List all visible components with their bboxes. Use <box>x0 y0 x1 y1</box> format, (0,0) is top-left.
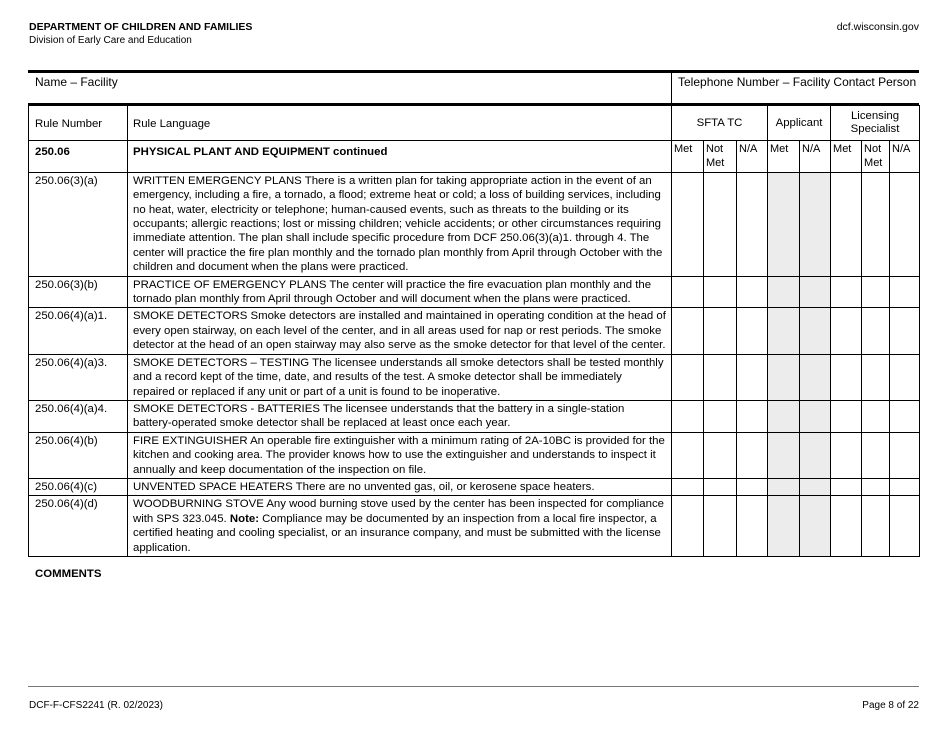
applicant-na-label: N/A <box>800 141 831 173</box>
checkbox-cell[interactable] <box>704 308 737 354</box>
website-link[interactable]: dcf.wisconsin.gov <box>836 21 919 33</box>
rule-number: 250.06(4)(b) <box>29 432 128 478</box>
table-header-row <box>29 106 920 141</box>
checkbox-cell[interactable] <box>890 276 920 308</box>
facility-name-field[interactable]: Name – Facility <box>35 75 118 89</box>
checkbox-cell[interactable] <box>768 354 800 400</box>
sfta-header: SFTA TC <box>672 106 768 141</box>
rule-text: SMOKE DETECTORS - BATTERIES The licensee understands that the battery in a single-station battery-operated smoke detector shall be replaced at least once each year. <box>128 400 672 432</box>
checkbox-cell[interactable] <box>737 354 768 400</box>
division-name: Division of Early Care and Education <box>29 35 192 46</box>
checkbox-cell[interactable] <box>862 496 890 557</box>
checkbox-cell[interactable] <box>862 400 890 432</box>
checkbox-cell[interactable] <box>890 478 920 495</box>
checkbox-cell[interactable] <box>768 432 800 478</box>
table-row <box>29 354 920 400</box>
licensing-header: Licensing Specialist <box>831 106 920 141</box>
rule-number: 250.06(4)(a)3. <box>29 354 128 400</box>
sfta-not-met-label: Not Met <box>704 141 737 173</box>
checkbox-cell[interactable] <box>890 400 920 432</box>
checkbox-cell[interactable] <box>862 478 890 495</box>
checkbox-cell[interactable] <box>672 400 704 432</box>
page-header <box>29 21 252 47</box>
table-row <box>29 432 920 478</box>
licensing-met-label: Met <box>831 141 862 173</box>
checkbox-cell[interactable] <box>768 172 800 276</box>
checkbox-cell[interactable] <box>890 172 920 276</box>
licensing-na-label: N/A <box>890 141 920 173</box>
checkbox-cell[interactable] <box>890 496 920 557</box>
checkbox-cell[interactable] <box>862 172 890 276</box>
note-label: Note: <box>229 512 259 525</box>
checkbox-cell[interactable] <box>800 354 831 400</box>
footer-divider <box>28 686 919 687</box>
rule-number: 250.06(3)(a) <box>29 172 128 276</box>
rule-text: WRITTEN EMERGENCY PLANS There is a written plan for taking appropriate action in the event of an emergency, including a fire, a tornado, a flood; extreme heat or cold; a loss of building services, including no heat, water, electricity or telephone; human-caused events, such as threats to the building or its occupants; allergic reactions; lost or missing children; vehicle accidents; or other circumstances requiring immediate attention. The plan shall include specific procedure from DCF 250.06(3)(a)1. through 4. The center will practice the fire plan monthly and the tornado plan monthly from April through October with the children and document when the plans were practiced. <box>128 172 672 276</box>
table-row <box>29 478 920 495</box>
form-id: DCF-F-CFS2241 (R. 02/2023) <box>29 700 163 711</box>
rule-number: 250.06(4)(d) <box>29 496 128 557</box>
table-row <box>29 496 920 557</box>
checkbox-cell[interactable] <box>862 276 890 308</box>
rule-text: FIRE EXTINGUISHER An operable fire extinguisher with a minimum rating of 2A-10BC is provided for the kitchen and cooking area. The provider knows how to use the extinguisher and understands to inspect it annually and keep documentation of the inspection on file. <box>128 432 672 478</box>
checkbox-cell[interactable] <box>800 432 831 478</box>
checkbox-cell[interactable] <box>737 432 768 478</box>
checkbox-cell[interactable] <box>831 478 862 495</box>
table-row <box>29 172 920 276</box>
checkbox-cell[interactable] <box>672 308 704 354</box>
checkbox-cell[interactable] <box>862 308 890 354</box>
checkbox-cell[interactable] <box>672 496 704 557</box>
rule-number: 250.06(3)(b) <box>29 276 128 308</box>
licensing-not-met-label: Not Met <box>862 141 890 173</box>
rule-number-header: Rule Number <box>29 106 128 141</box>
checkbox-cell[interactable] <box>704 496 737 557</box>
checkbox-cell[interactable] <box>672 172 704 276</box>
checkbox-cell[interactable] <box>737 172 768 276</box>
table-row <box>29 400 920 432</box>
checkbox-cell[interactable] <box>737 496 768 557</box>
checkbox-cell[interactable] <box>768 276 800 308</box>
checkbox-cell[interactable] <box>800 496 831 557</box>
page-number: Page 8 of 22 <box>862 700 919 711</box>
checkbox-cell[interactable] <box>831 276 862 308</box>
comments-label: COMMENTS <box>35 568 102 580</box>
field-divider <box>671 73 672 103</box>
rule-text-part: Compliance may be documented by an inspection from a local fire inspector, a certified heating and cooling specialist, or an insurance company, and must be submitted with the license application. <box>133 512 661 554</box>
checkbox-cell[interactable] <box>831 432 862 478</box>
checkbox-cell[interactable] <box>768 478 800 495</box>
table-row <box>29 308 920 354</box>
checkbox-cell[interactable] <box>737 400 768 432</box>
rules-table <box>28 105 920 557</box>
rule-text <box>128 496 672 557</box>
checkbox-cell[interactable] <box>704 276 737 308</box>
sfta-na-label: N/A <box>737 141 768 173</box>
checkbox-cell[interactable] <box>862 432 890 478</box>
table-row <box>29 276 920 308</box>
checkbox-cell[interactable] <box>831 172 862 276</box>
rule-number: 250.06(4)(a)1. <box>29 308 128 354</box>
checkbox-cell[interactable] <box>831 308 862 354</box>
checkbox-cell[interactable] <box>704 432 737 478</box>
checkbox-cell[interactable] <box>737 478 768 495</box>
rule-text-part: WOODBURNING STOVE Any wood burning stove used by the center has been inspected for compliance with SPS 323.045. <box>133 498 664 525</box>
checkbox-cell[interactable] <box>737 308 768 354</box>
section-number: 250.06 <box>29 141 128 173</box>
checkbox-cell[interactable] <box>800 308 831 354</box>
checkbox-cell[interactable] <box>862 354 890 400</box>
checkbox-cell[interactable] <box>831 354 862 400</box>
checkbox-cell[interactable] <box>768 496 800 557</box>
checkbox-cell[interactable] <box>800 172 831 276</box>
checkbox-cell[interactable] <box>800 400 831 432</box>
checkbox-cell[interactable] <box>800 478 831 495</box>
rule-text: SMOKE DETECTORS – TESTING The licensee understands all smoke detectors shall be tested monthly and a record kept of the time, date, and results of the test. A smoke detector shall be immediately repaired or replaced if any unit or part of a unit is found to be inoperative. <box>128 354 672 400</box>
checkbox-cell[interactable] <box>672 276 704 308</box>
rule-number: 250.06(4)(a)4. <box>29 400 128 432</box>
rule-text: PRACTICE OF EMERGENCY PLANS The center will practice the fire evacuation plan monthly and the tornado plan monthly from April through October and will document when the plans were practiced. <box>128 276 672 308</box>
checkbox-cell[interactable] <box>737 276 768 308</box>
checkbox-cell[interactable] <box>800 276 831 308</box>
checkbox-cell[interactable] <box>768 308 800 354</box>
checkbox-cell[interactable] <box>890 308 920 354</box>
rule-text: SMOKE DETECTORS Smoke detectors are installed and maintained in operating condition at the head of every open stairway, on each level of the center, and in all areas used for nap or rest periods. The smoke detector at the head of an open stairway may also serve as the smoke detector for that level of the center. <box>128 308 672 354</box>
checkbox-cell[interactable] <box>831 400 862 432</box>
checkbox-cell[interactable] <box>672 478 704 495</box>
applicant-met-label: Met <box>768 141 800 173</box>
checkbox-cell[interactable] <box>704 354 737 400</box>
checkbox-cell[interactable] <box>704 400 737 432</box>
section-title: PHYSICAL PLANT AND EQUIPMENT continued <box>128 141 672 173</box>
rule-text: UNVENTED SPACE HEATERS There are no unvented gas, oil, or kerosene space heaters. <box>128 478 672 495</box>
department-name: DEPARTMENT OF CHILDREN AND FAMILIES <box>29 21 253 33</box>
applicant-header: Applicant <box>768 106 831 141</box>
checkbox-cell[interactable] <box>831 496 862 557</box>
facility-info-row <box>28 70 919 105</box>
rule-language-header: Rule Language <box>128 106 672 141</box>
checkbox-cell[interactable] <box>704 172 737 276</box>
checkbox-cell[interactable] <box>704 478 737 495</box>
telephone-field[interactable]: Telephone Number – Facility Contact Person <box>678 75 917 89</box>
rule-number: 250.06(4)(c) <box>29 478 128 495</box>
sfta-met-label: Met <box>672 141 704 173</box>
checkbox-cell[interactable] <box>672 354 704 400</box>
section-row <box>29 141 920 173</box>
checkbox-cell[interactable] <box>672 432 704 478</box>
checkbox-cell[interactable] <box>890 354 920 400</box>
checkbox-cell[interactable] <box>768 400 800 432</box>
checkbox-cell[interactable] <box>890 432 920 478</box>
